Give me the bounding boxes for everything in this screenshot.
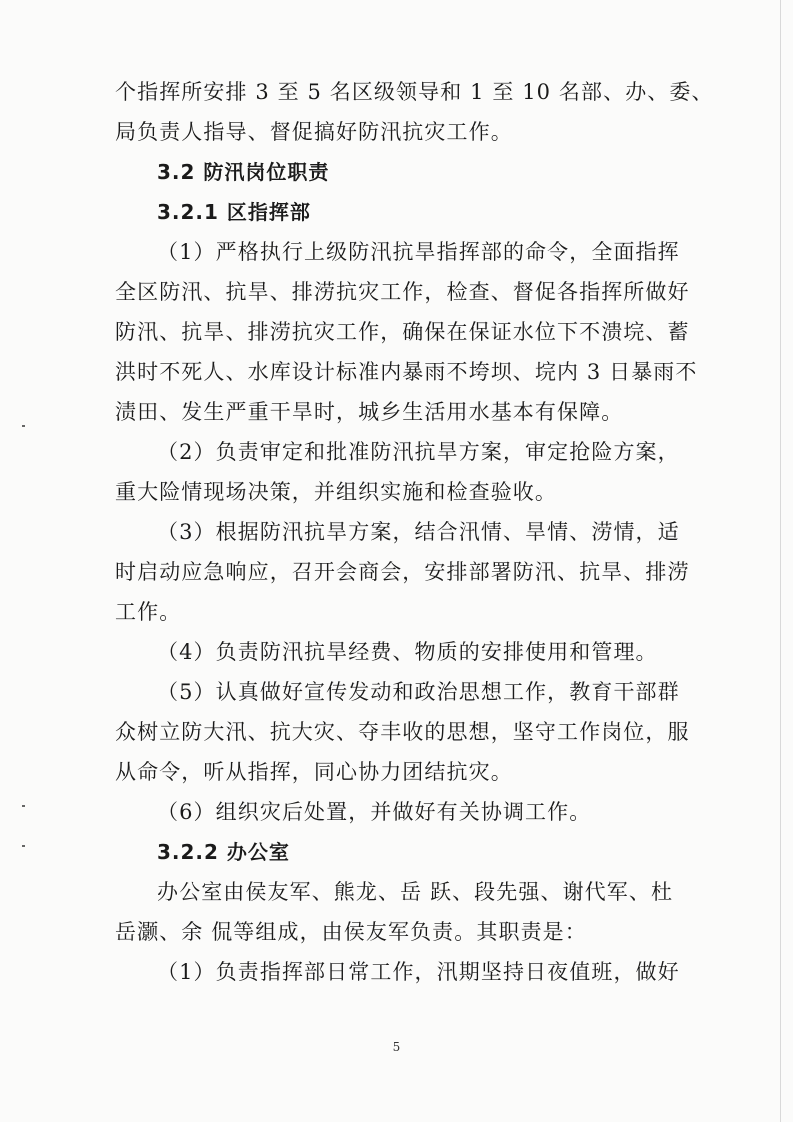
subsection-heading: 3.2.1 区指挥部 [157, 200, 311, 224]
paragraph-line: 办公室由侯友军、熊龙、岳 跃、段先强、谢代军、杜 [157, 880, 674, 904]
paragraph-line: 时启动应急响应，召开会商会，安排部署防汛、抗旱、排涝 [115, 560, 690, 584]
scan-mark [22, 845, 25, 847]
section-heading: 3.2 防汛岗位职责 [157, 160, 330, 184]
paragraph-line: 个指挥所安排 3 至 5 名区级领导和 1 至 10 名部、办、委、 [115, 80, 714, 104]
paragraph-line: 防汛、抗旱、排涝抗灾工作，确保在保证水位下不溃垸、蓄 [115, 320, 690, 344]
paragraph-line: （4）负责防汛抗旱经费、物质的安排使用和管理。 [157, 640, 658, 664]
paragraph-line: （6）组织灾后处置，并做好有关协调工作。 [157, 800, 592, 824]
paragraph-line: 重大险情现场决策，并组织实施和检查验收。 [115, 480, 557, 504]
paragraph-line: （3）根据防汛抗旱方案，结合汛情、旱情、涝情，适 [157, 520, 680, 544]
paragraph-line: 渍田、发生严重干旱时，城乡生活用水基本有保障。 [115, 400, 624, 424]
paragraph-line: （5）认真做好宣传发动和政治思想工作，教育干部群 [157, 680, 680, 704]
subsection-heading: 3.2.2 办公室 [157, 840, 290, 864]
paragraph-line: （1）严格执行上级防汛抗旱指挥部的命令，全面指挥 [157, 240, 680, 264]
page-edge-line [780, 0, 781, 1122]
scan-mark [22, 425, 25, 427]
scan-mark [22, 805, 25, 807]
paragraph-line: （2）负责审定和批准防汛抗旱方案，审定抢险方案， [157, 440, 680, 464]
paragraph-line: 局负责人指导、督促搞好防汛抗灾工作。 [115, 120, 513, 144]
paragraph-line: 洪时不死人、水库设计标准内暴雨不垮坝、垸内 3 日暴雨不 [115, 360, 698, 384]
paragraph-line: 众树立防大汛、抗大灾、夺丰收的思想，坚守工作岗位，服 [115, 720, 690, 744]
paragraph-line: 全区防汛、抗旱、排涝抗灾工作，检查、督促各指挥所做好 [115, 280, 690, 304]
paragraph-line: 工作。 [115, 600, 182, 624]
document-body [115, 72, 714, 992]
paragraph-line: （1）负责指挥部日常工作，汛期坚持日夜值班，做好 [157, 960, 680, 984]
paragraph-line: 岳灏、余 侃等组成，由侯友军负责。其职责是： [115, 920, 587, 944]
page-number: 5 [392, 1040, 401, 1054]
paragraph-line: 从命令，听从指挥，同心协力团结抗灾。 [115, 760, 513, 784]
